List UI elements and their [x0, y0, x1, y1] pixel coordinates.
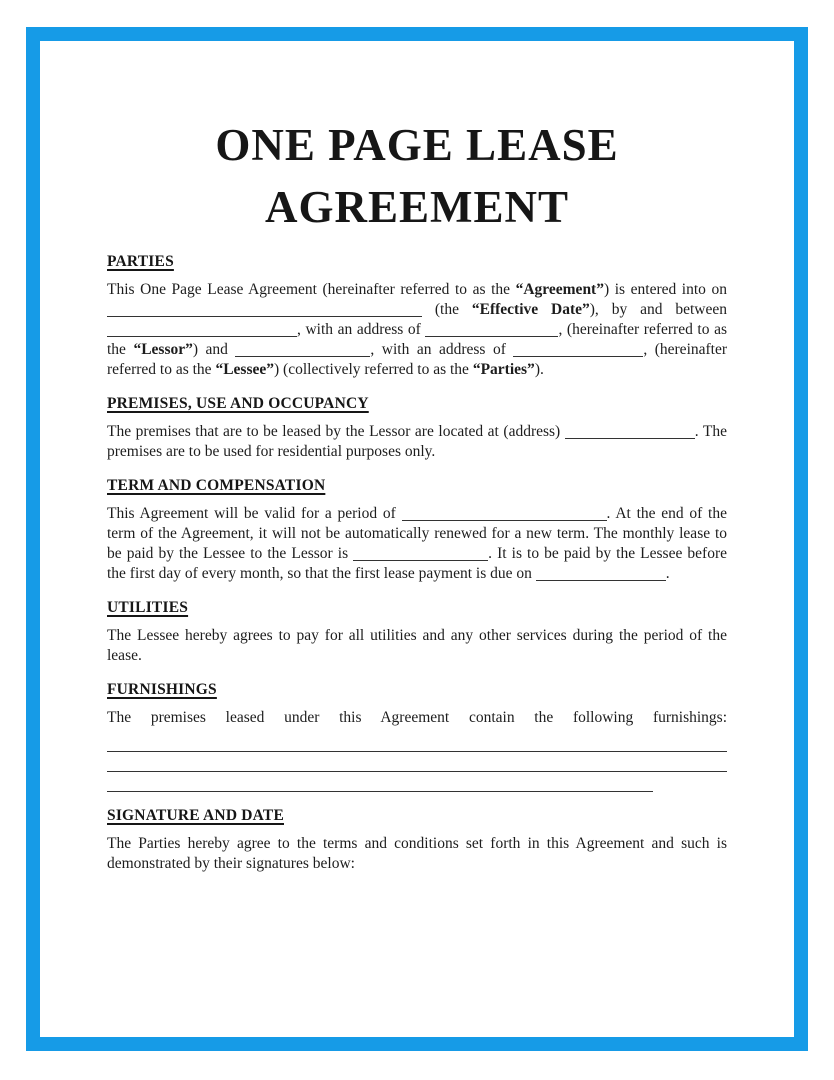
document-page — [107, 42, 727, 888]
text-run: , with an address of — [297, 321, 426, 338]
text-run: The Parties hereby agree to the terms and conditions set forth in this Agreement and such is demonstrated by their signatures below: — [107, 835, 727, 872]
paragraph-premises-use-and-occupancy — [107, 422, 727, 462]
text-run: , (hereinafter referred to as the — [107, 321, 727, 358]
text-run: . At the end of the term of the Agreement, it will not be automatically renewed for a new term. The monthly lease to be paid by the Lessee to the Lessor is — [107, 505, 727, 562]
text-run: (the — [422, 301, 472, 318]
text-run: , (hereinafter referred to as the — [107, 341, 728, 378]
text-run: This One Page Lease Agreement (hereinafter referred to as the — [107, 281, 516, 298]
fill-in-blank — [107, 322, 297, 337]
fill-in-blank — [565, 424, 695, 439]
fill-in-blank — [425, 322, 558, 337]
fill-in-blank — [513, 342, 643, 357]
text-run: This Agreement will be valid for a period of — [107, 505, 402, 522]
text-run: ) and — [192, 341, 236, 358]
text-run: ) (collectively referred to as the — [274, 361, 473, 378]
section-heading-signature-and-date: SIGNATURE AND DATE — [107, 807, 284, 824]
text-run: . The premises are to be used for residential purposes only. — [107, 423, 727, 460]
text-run: , with an address of — [370, 341, 514, 358]
text-run: ). — [534, 361, 544, 378]
section-heading-utilities: UTILITIES — [107, 599, 189, 616]
defined-term: “Parties” — [472, 361, 535, 378]
text-run: ) is entered into on — [603, 281, 727, 298]
fill-in-blank — [107, 302, 422, 317]
section-heading-parties: PARTIES — [107, 253, 174, 270]
write-line — [107, 752, 727, 772]
paragraph-term-and-compensation — [107, 504, 727, 584]
defined-term: “Effective Date” — [471, 301, 590, 318]
text-run: ), by and between — [589, 301, 727, 318]
text-run: The Lessee hereby agrees to pay for all utilities and any other services during the period of the lease. — [107, 627, 727, 664]
text-run: The premises that are to be leased by the Lessor are located at (address) — [107, 423, 565, 440]
text-run: . It is to be paid by the Lessee before the first day of every month, so that the first lease payment is due on — [107, 545, 728, 582]
paragraph-furnishings — [107, 708, 727, 728]
write-line — [107, 772, 653, 792]
defined-term: “Agreement” — [515, 281, 604, 298]
paragraph-utilities — [107, 626, 727, 666]
document-sections — [107, 252, 727, 874]
write-in-lines — [107, 732, 727, 792]
section-heading-premises-use-and-occupancy: PREMISES, USE AND OCCUPANCY — [107, 395, 369, 412]
fill-in-blank — [402, 506, 607, 521]
defined-term: “Lessor” — [133, 341, 193, 358]
section-heading-furnishings: FURNISHINGS — [107, 681, 217, 698]
fill-in-blank — [235, 342, 370, 357]
fill-in-blank — [353, 546, 488, 561]
paragraph-parties — [107, 280, 727, 380]
text-run: . — [665, 565, 670, 582]
defined-term: “Lessee” — [215, 361, 274, 378]
section-heading-term-and-compensation: TERM AND COMPENSATION — [107, 477, 326, 494]
text-run: The premises leased under this Agreement contain the following furnishings: — [107, 709, 727, 726]
paragraph-signature-and-date — [107, 834, 727, 874]
document-title: ONE PAGE LEASE AGREEMENT — [215, 120, 619, 232]
write-line — [107, 732, 727, 752]
fill-in-blank — [536, 566, 666, 581]
